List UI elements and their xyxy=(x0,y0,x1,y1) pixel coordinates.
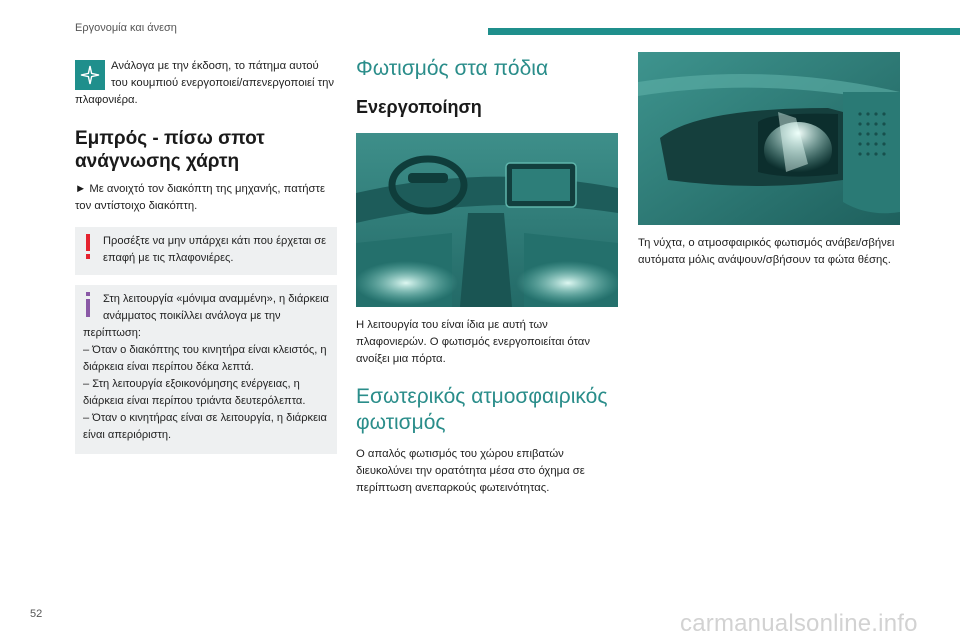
info-line: – Όταν ο κινητήρας είναι σε λειτουργία, η διάρκεια είναι απεριόριστη. xyxy=(83,412,327,441)
column-2 xyxy=(356,56,618,497)
warning-text: Προσέξτε να μην υπάρχει κάτι που έρχεται σε επαφή με τις πλαφονιέρες. xyxy=(103,235,327,264)
activation-subtitle: Ενεργοποίηση xyxy=(356,97,482,117)
info-line: Στη λειτουργία «μόνιμα αναμμένη», η διάρκεια ανάμματος ποικίλλει ανάλογα με την περίπτωση: xyxy=(83,293,329,339)
info-line: – Όταν ο διακόπτης του κινητήρα είναι κλειστός, η διάρκεια είναι περίπου δέκα λεπτά. xyxy=(83,344,327,373)
bullet-arrow-icon: ► xyxy=(75,183,87,195)
header-accent-bar xyxy=(488,28,960,35)
intro-text: Ανάλογα με την έκδοση, το πάτημα αυτού του κουμπιού ενεργοποιεί/απενεργοποιεί την πλαφονιέρα. xyxy=(75,60,335,106)
intro-block xyxy=(75,58,337,109)
instruction-text: Με ανοιχτό τον διακόπτη της μηχανής, πατήστε τον αντίστοιχο διακόπτη. xyxy=(75,183,326,212)
info-note xyxy=(75,285,337,454)
instruction-bullet xyxy=(75,181,337,215)
footwell-lighting-photo xyxy=(356,133,618,307)
column-1 xyxy=(75,58,337,454)
ambient-lighting-title: Εσωτερικός ατμοσφαιρικός φωτισμός xyxy=(356,385,608,434)
map-light-heading: Εμπρός - πίσω σποτ ανάγνωσης χάρτη xyxy=(75,128,265,172)
info-line: – Στη λειτουργία εξοικονόμησης ενέργειας, η διάρκεια είναι περίπου τριάντα δευτερόλεπτα. xyxy=(83,378,306,407)
page-number: 52 xyxy=(30,608,43,620)
section-header: Εργονομία και άνεση xyxy=(75,22,177,34)
column-3 xyxy=(638,52,900,269)
ambient-caption: Τη νύχτα, ο ατμοσφαιρικός φωτισμός ανάβει/σβήνει αυτόματα μόλις ανάψουν/σβήσουν τα φώτα θέσης. xyxy=(638,237,895,266)
watermark: carmanualsonline.info xyxy=(680,610,918,637)
warning-note xyxy=(75,227,337,275)
door-handle-ambient-photo xyxy=(638,52,900,225)
sparkle-icon xyxy=(75,60,105,90)
footwell-caption: Η λειτουργία του είναι ίδια με αυτή των πλαφονιερών. Ο φωτισμός ενεργοποιείται όταν ανοίξει μια πόρτα. xyxy=(356,319,590,365)
footwell-lighting-title: Φωτισμός στα πόδια xyxy=(356,57,549,80)
ambient-lighting-text: Ο απαλός φωτισμός του χώρου επιβατών διευκολύνει την ορατότητα μέσα στο όχημα σε περίπτωση ανεπαρκούς φωτεινότητας. xyxy=(356,448,585,494)
warning-exclamation-icon xyxy=(83,233,93,261)
info-icon xyxy=(83,291,93,319)
